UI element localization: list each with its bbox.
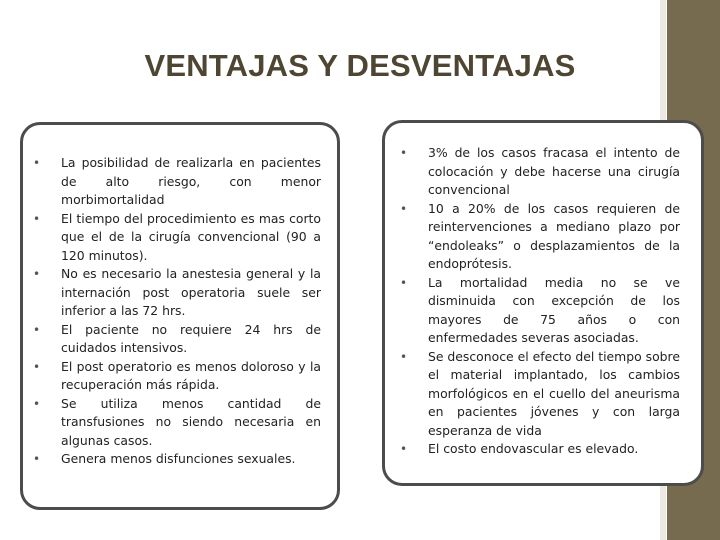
desventajas-list: [428, 144, 680, 459]
ventaja-item: • Se utiliza menos cantidad de transfusiones no siendo necesaria en algunas casos.: [61, 395, 321, 451]
ventaja-item: • La posibilidad de realizarla en pacientes de alto riesgo, con menor morbimortalidad: [61, 154, 321, 210]
desventaja-item: • 3% de los casos fracasa el intento de colocación y debe hacerse una cirugía convencional: [428, 144, 680, 200]
ventaja-item: • El tiempo del procedimiento es mas corto que el de la cirugía convencional (90 a 120 minutos).: [61, 210, 321, 266]
desventaja-item: • 10 a 20% de los casos requieren de reintervenciones a mediano plazo por “endoleaks” o desplazamientos de la endoprótesis.: [428, 200, 680, 274]
desventaja-item: • La mortalidad media no se ve disminuida con excepción de los mayores de 75 años o con enfermedades severas asociadas.: [428, 274, 680, 348]
ventaja-item: • El paciente no requiere 24 hrs de cuidados intensivos.: [61, 321, 321, 358]
desventaja-item: • El costo endovascular es elevado.: [428, 440, 680, 459]
ventaja-item: • El post operatorio es menos doloroso y la recuperación más rápida.: [61, 358, 321, 395]
ventajas-list: [61, 154, 321, 469]
ventaja-item: • No es necesario la anestesia general y la internación post operatoria suele ser inferior a las 72 hrs.: [61, 265, 321, 321]
slide-title: VENTAJAS Y DESVENTAJAS: [144, 48, 576, 83]
desventaja-item: • Se desconoce el efecto del tiempo sobre el material implantado, los cambios morfológicos en el cuello del aneurisma en pacientes jóvenes y con larga esperanza de vida: [428, 348, 680, 441]
ventaja-item: • Genera menos disfunciones sexuales.: [61, 450, 321, 469]
